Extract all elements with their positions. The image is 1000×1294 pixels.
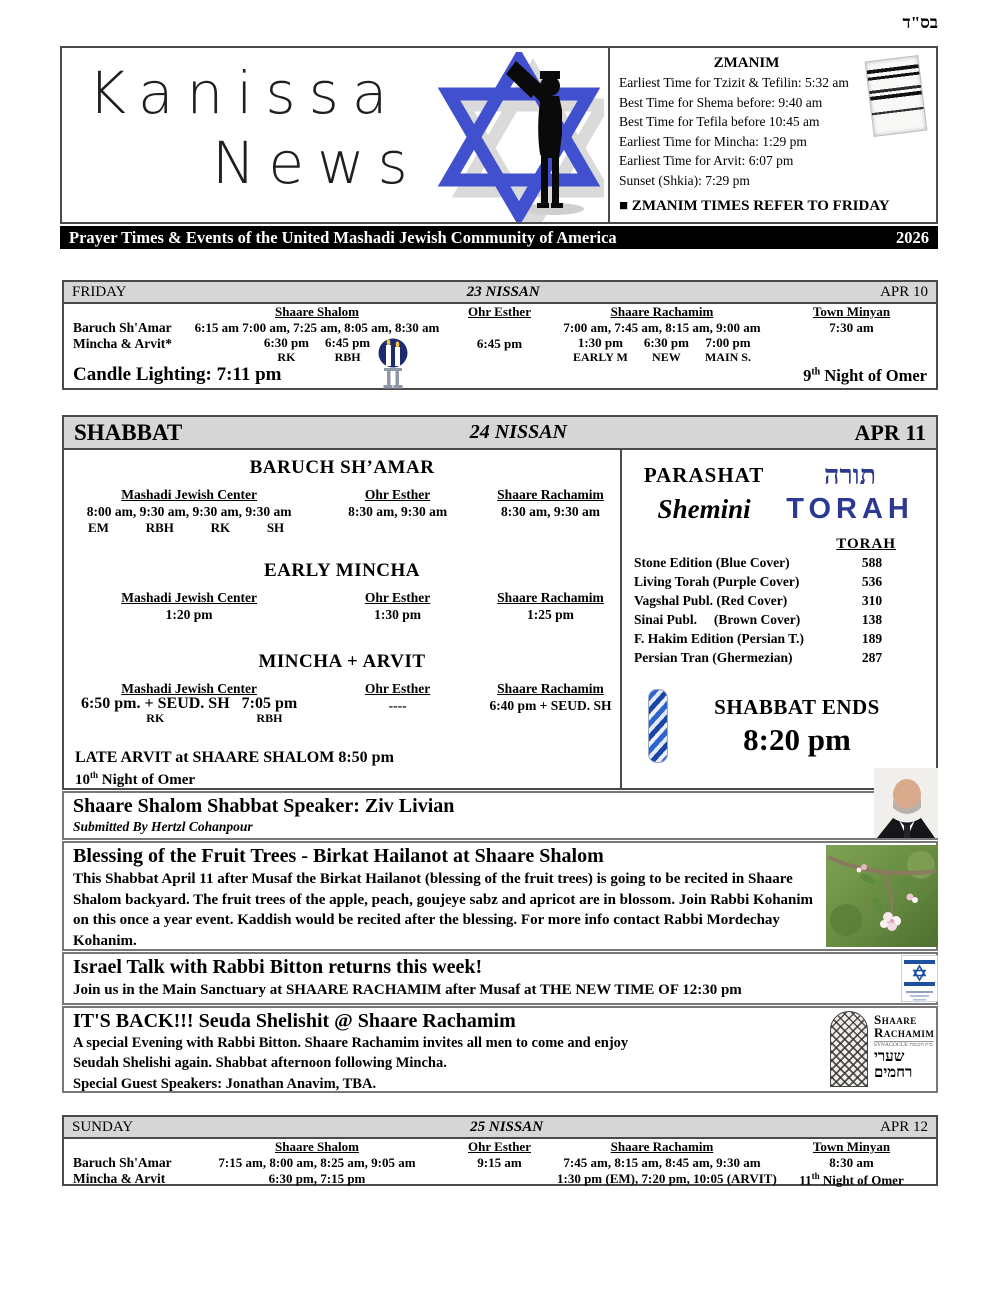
torah-logo-hebrew: תורה: [823, 460, 877, 490]
torah-page-column-header: TORAH: [836, 536, 896, 552]
torah-page-row: Living Torah (Purple Cover) 536: [634, 574, 883, 589]
sunday-baruch-oe: 9:15 am: [477, 1155, 522, 1170]
venue-mjc: Mashadi Jewish Center: [121, 590, 257, 605]
col-ohr-esther: Ohr Esther: [468, 1139, 531, 1154]
times: 1:25 pm: [527, 607, 574, 622]
friday-date: APR 10: [880, 283, 928, 300]
times: 1:30 pm: [374, 607, 422, 622]
sunday-section: [62, 1115, 938, 1186]
venue-shaare-rachamim: Shaare Rachamim: [497, 590, 604, 605]
israel-talk-announcement: [62, 952, 938, 1005]
time: 1:30 pm: [577, 335, 623, 350]
logo-area: [62, 48, 608, 222]
tallit-image: [865, 55, 928, 137]
col-town-minyan: Town Minyan: [812, 304, 891, 319]
baruch-shamar-table: [64, 487, 620, 536]
venue-shaare-rachamim: Shaare Rachamim: [497, 681, 604, 696]
torah-page-row: Persian Tran (Ghermezian) 287: [634, 650, 883, 665]
torah-logo-latin: TORAH: [786, 493, 914, 525]
col-shaare-rachamim: Shaare Rachamim: [610, 304, 714, 319]
time: 6:30 pm: [263, 335, 309, 350]
banner-text: Prayer Times & Events of the United Mashadi Jewish Community of America: [69, 227, 617, 247]
torah-page-row: Vagshal Publ. (Red Cover) 310: [634, 593, 883, 608]
star-of-david-shofar-logo: [434, 52, 604, 222]
masthead: [60, 46, 938, 224]
israel-flag-image: [901, 955, 938, 1002]
minyan-code: MAIN S.: [704, 350, 751, 364]
col-shaare-rachamim: Shaare Rachamim: [610, 1139, 714, 1154]
sunday-hebrew-date: 25 NISSAN: [470, 1118, 544, 1135]
shabbat-ends-label: SHABBAT ENDS: [714, 694, 880, 719]
speaker-title: Shaare Shalom Shabbat Speaker: Ziv Livian: [73, 795, 455, 817]
col-town-minyan: Town Minyan: [812, 1139, 891, 1154]
torah-page-row: Sinai Publ. (Brown Cover) 138: [634, 612, 883, 627]
zmanim-title: ZMANIM: [713, 55, 780, 71]
col-ohr-esther: Ohr Esther: [468, 304, 531, 319]
sunday-omer: 11th Night of Omer: [799, 1171, 904, 1188]
zmanim-line: Best Time for Tefila before 10:45 am: [619, 114, 820, 129]
col-shaare-shalom: Shaare Shalom: [275, 1139, 359, 1154]
minyan-code: RK: [277, 350, 296, 364]
seuda-shelishit-announcement: [62, 1006, 938, 1093]
time: 6:30 pm: [643, 335, 689, 350]
speaker-photo: [874, 768, 938, 838]
logo-hebrew: רחמים: [874, 1065, 913, 1081]
candle-lighting-time: Candle Lighting: 7:11 pm: [73, 364, 282, 385]
newsletter-title-line2: News: [212, 129, 421, 197]
baruch-shamar-title: BARUCH SH’AMAR: [249, 457, 435, 478]
sunday-baruch-tm: 8:30 am: [829, 1155, 874, 1170]
logo-subtext: SYNAGOGUE בית הכנסת: [874, 1042, 933, 1048]
friday-baruch-sr: 7:00 am, 7:45 am, 8:15 am, 9:00 am: [563, 320, 761, 335]
venue-ohr-esther: Ohr Esther: [364, 590, 431, 605]
shabbat-header: [64, 417, 936, 450]
zmanim-panel: [608, 48, 936, 222]
shabbat-day: SHABBAT: [74, 419, 183, 445]
israel-talk-body: Join us in the Main Sanctuary at SHAARE RACHAMIM after Musaf at THE NEW TIME OF 12:30 pm: [73, 982, 742, 998]
speaker-announcement: [62, 791, 938, 840]
seuda-line1: A special Evening with Rabbi Bitton. Shaare Rachamim invites all men to come and enjoy: [73, 1035, 629, 1051]
row-label-baruch: Baruch Sh'Amar: [73, 320, 172, 335]
time: 7:00 pm: [705, 335, 751, 350]
torah-page-row: Stone Edition (Blue Cover) 588: [634, 555, 883, 570]
parashat-label: PARASHAT: [643, 463, 765, 487]
col-shaare-shalom: Shaare Shalom: [275, 304, 359, 319]
shabbat-ends-block: [634, 689, 926, 763]
times: 8:30 am, 9:30 am: [500, 504, 600, 519]
logo-text: Shaare: [874, 1012, 917, 1027]
shabbat-prayer-times: [64, 450, 620, 790]
sunday-mincha-sr: 1:30 pm (EM), 7:20 pm, 10:05 (ARVIT): [557, 1171, 777, 1186]
times: 8:00 am, 9:30 am, 9:30 am, 9:30 am: [86, 504, 292, 519]
zmanim-line: Earliest Time for Arvit: 6:07 pm: [619, 153, 794, 168]
friday-day: FRIDAY: [72, 283, 127, 300]
minyan-code: EARLY M: [573, 350, 628, 364]
times: 6:50 pm. + SEUD. SH RK 7:05 pm RBH: [80, 695, 298, 725]
venue-mjc: Mashadi Jewish Center: [121, 487, 257, 502]
friday-times-table: [64, 304, 936, 364]
venue-mjc: Mashadi Jewish Center: [121, 681, 257, 696]
zmanim-line: Earliest Time for Tzizit & Tefilin: 5:32 am: [619, 75, 849, 90]
logo-text: Rachamim: [874, 1025, 935, 1040]
parashat-panel: [620, 450, 936, 790]
sunday-day: SUNDAY: [72, 1118, 134, 1135]
times: ----: [388, 698, 407, 713]
times: 1:20 pm: [165, 607, 213, 622]
banner: [60, 226, 938, 249]
fruit-trees-announcement: [62, 841, 938, 951]
early-mincha-title: EARLY MINCHA: [263, 560, 421, 581]
sunday-baruch-sr: 7:45 am, 8:15 am, 8:45 am, 9:30 am: [563, 1155, 761, 1170]
zmanim-line: Sunset (Shkia): 7:29 pm: [619, 172, 750, 188]
torah-page-row: F. Hakim Edition (Persian T.) 189: [634, 631, 883, 646]
shabbat-date: APR 11: [854, 419, 926, 445]
sunday-baruch-ss: 7:15 am, 8:00 am, 8:25 am, 9:05 am: [218, 1155, 416, 1170]
torah-pages-table: [634, 553, 926, 667]
torah-logo: [774, 462, 926, 526]
sunday-times-table: [64, 1139, 936, 1188]
omer-count: 9th Night of Omer: [803, 366, 927, 385]
row-label-mincha: Mincha & Arvit*: [73, 336, 172, 351]
minyan-code: RBH: [334, 350, 361, 364]
bsd-text: בס"ד: [902, 13, 938, 32]
friday-baruch-ss: 6:15 am 7:00 am, 7:25 am, 8:05 am, 8:30 am: [194, 320, 440, 335]
seuda-title: IT'S BACK!!! Seuda Shelishit @ Shaare Rachamim: [73, 1010, 516, 1032]
seuda-line2: Seudah Shelishi again. Shabbat afternoon following Mincha.: [73, 1055, 447, 1072]
israel-talk-title: Israel Talk with Rabbi Bitton returns this week!: [73, 956, 483, 978]
venue-ohr-esther: Ohr Esther: [364, 681, 431, 696]
seuda-line3: Special Guest Speakers: Jonathan Anavim, TBA.: [73, 1075, 377, 1092]
time: 6:45 pm: [325, 335, 371, 350]
logo-hebrew: שערי: [874, 1049, 905, 1065]
friday-header: [64, 282, 936, 304]
banner-year: 2026: [896, 227, 929, 247]
sunday-header: [64, 1117, 936, 1139]
shabbat-ends-time: 8:20 pm: [743, 721, 851, 757]
speaker-byline: Submitted By Hertzl Cohanpour: [73, 819, 253, 834]
parashat-name: Shemini: [657, 494, 751, 524]
newsletter-title-line1: Kanissa: [88, 59, 401, 127]
friday-baruch-tm: 7:30 am: [829, 320, 874, 335]
zmanim-line: Earliest Time for Mincha: 1:29 pm: [619, 133, 807, 149]
venue-ohr-esther: Ohr Esther: [364, 487, 431, 502]
times: 6:40 pm + SEUD. SH: [489, 698, 612, 713]
blossom-photo: [826, 845, 938, 947]
zmanim-note: ■ ZMANIM TIMES REFER TO FRIDAY: [619, 198, 890, 214]
row-label-baruch: Baruch Sh'Amar: [73, 1155, 172, 1170]
friday-hebrew-date: 23 NISSAN: [466, 283, 540, 300]
fruit-trees-body: This Shabbat April 11 after Musaf the Birkat Hailanot (blessing of the fruit trees) is going to be recited in Shaare Shalom backyard. The fruit trees of the apple, peach, goujeye sabz and apricot are in blossom. Join Rabbi Kohanim on this once a year event. Kaddish would be recited after the blessing. For more info contact Rabbi Mordechay Kohanim.: [73, 871, 814, 950]
mincha-arvit-title: MINCHA + ARVIT: [258, 651, 426, 672]
sunday-date: APR 12: [880, 1118, 928, 1135]
friday-mincha-sr: [557, 336, 767, 364]
shabbat-section: [62, 415, 938, 790]
havdalah-candle-icon: [648, 689, 668, 763]
fruit-trees-title: Blessing of the Fruit Trees - Birkat Hailanot at Shaare Shalom: [73, 845, 604, 867]
early-mincha-table: [64, 590, 620, 623]
synagogue-arch-icon: [830, 1011, 868, 1087]
omer-count: 10th Night of Omer: [75, 770, 196, 788]
minyan-codes: EM RBH RK SH: [88, 520, 285, 535]
friday-mincha-oe: 6:45 pm: [476, 336, 523, 351]
zmanim-line: Best Time for Shema before: 9:40 am: [619, 94, 823, 110]
times: 8:30 am, 9:30 am: [348, 504, 448, 519]
sunday-mincha-ss: 6:30 pm, 7:15 pm: [268, 1171, 366, 1186]
row-label-mincha: Mincha & Arvit: [73, 1171, 166, 1186]
venue-shaare-rachamim: Shaare Rachamim: [497, 487, 604, 502]
friday-footer-row: [64, 364, 936, 386]
late-arvit-note: LATE ARVIT at SHAARE SHALOM 8:50 pm: [75, 749, 394, 766]
shabbat-hebrew-date: 24 NISSAN: [469, 421, 567, 443]
shaare-rachamim-logo: [830, 1011, 938, 1089]
minyan-code: NEW: [652, 350, 681, 364]
friday-section: [62, 280, 938, 390]
mincha-arvit-table: [64, 681, 620, 725]
